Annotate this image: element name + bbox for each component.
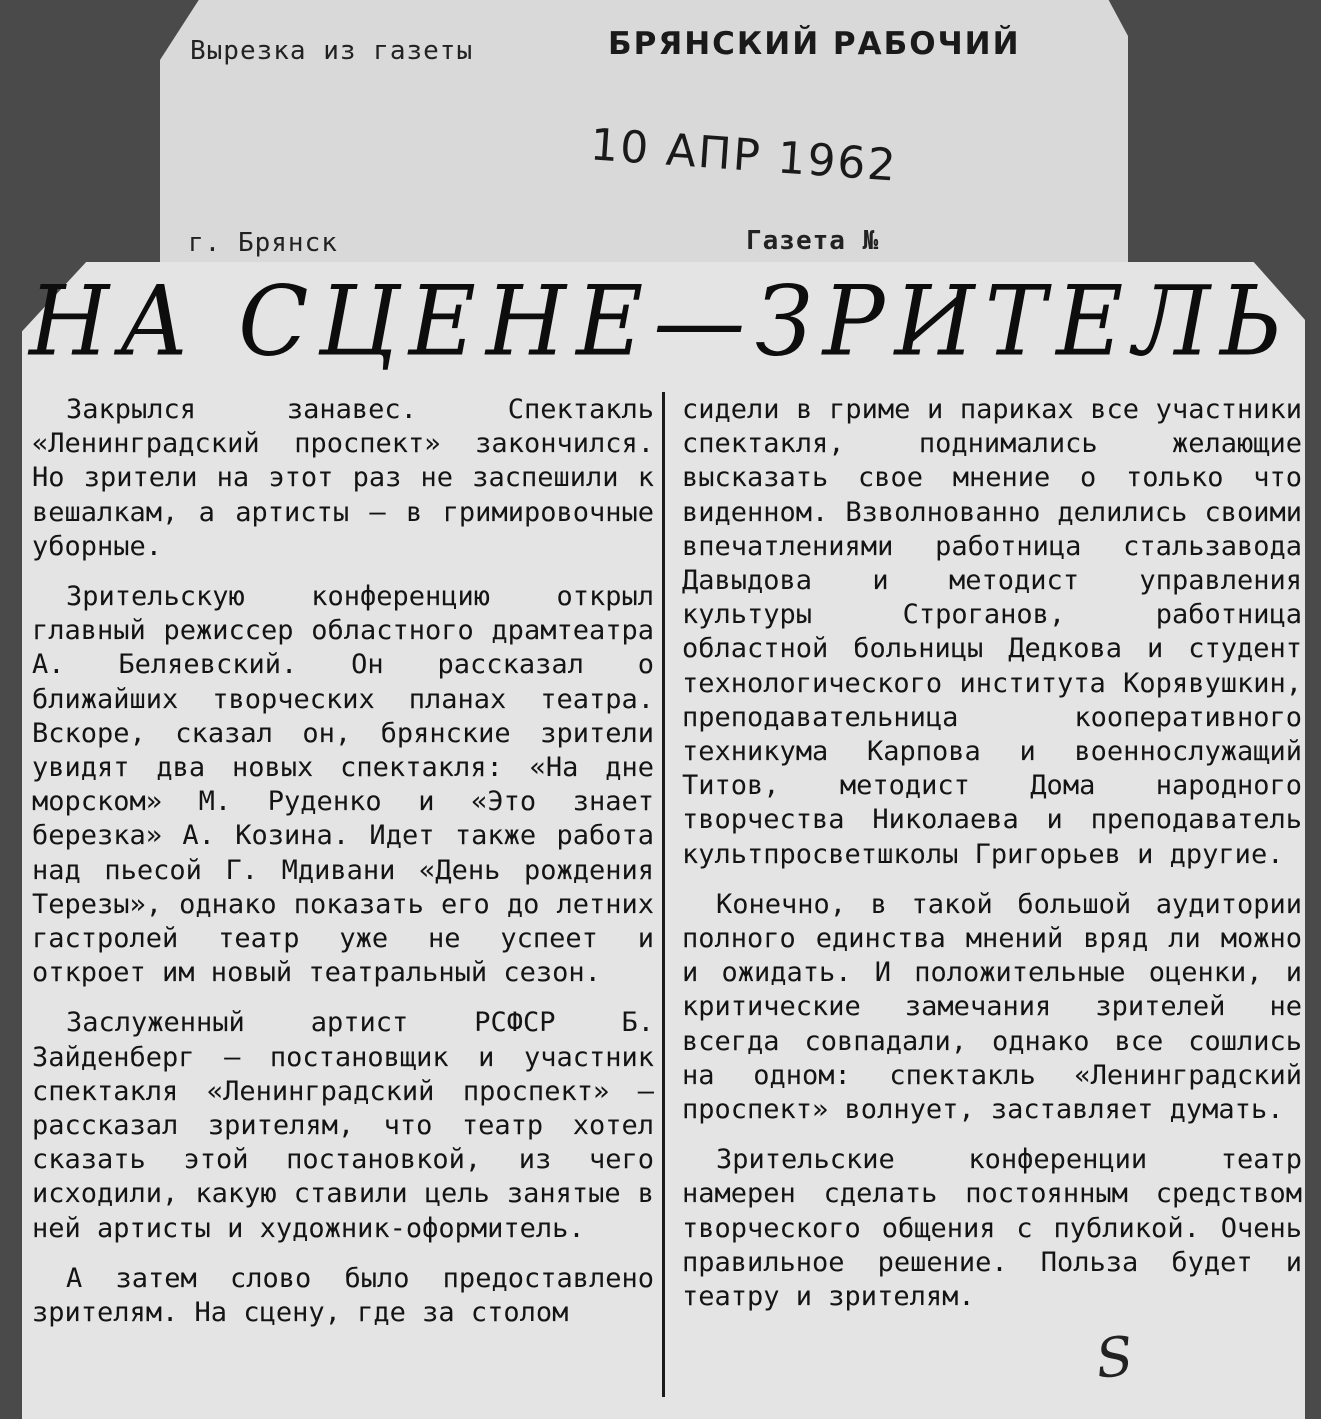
date-stamp: 10 АПР 1962 xyxy=(588,119,900,192)
paragraph: Зрительскую конференцию открыл главный режиссер областного драмтеатра А. Беляевский. Он рассказал о ближайших творческих планах театра. Вскоре, сказал он, брянские зрители увидят два новых спектакля: «На дне морском» М. Руденко и «Это знает березка» А. Козина. Идет также работа над пьесой Г. Мдивани «День рождения Терезы», однако показать его до летних гастролей театр уже не успеет и откроет им новый театральный сезон. xyxy=(32,581,654,989)
paragraph: Зрительские конференции театр намерен сделать постоянным средством творческого общения с публикой. Очень правильное решение. Польза будет и театру и зрителям. xyxy=(682,1144,1302,1313)
paragraph: А затем слово было предоставлено зрителям. На сцену, где за столом xyxy=(32,1262,654,1329)
paragraph: сидели в гриме и париках все участники спектакля, поднимались желающие высказать свое мнение о только что виденном. Взволнованно делились своими впечатлениями работница стальзавода Давыдова и методист управления культуры Строганов, работница областной больницы Дедкова и студент технологического института Корявушкин, преподавательница кооперативного техникума Карпова и военнослужащий Титов, методист Дома народного творчества Николаева и преподаватель культпросветшколы Григорьев и другие. xyxy=(682,394,1302,870)
cutting-label: Вырезка из газеты xyxy=(190,36,474,66)
paragraph: Конечно, в такой большой аудитории полного единства мнений вряд ли можно и ожидать. И положительные оценки, и критические замечания зрителей не всегда совпадали, однако все сошлись на одном: спектакль «Ленинградский проспект» волнует, заставляет думать. xyxy=(682,888,1302,1126)
article-left-column xyxy=(32,393,654,1346)
newspaper-name: БРЯНСКИЙ РАБОЧИЙ xyxy=(608,26,1021,62)
article-headline: НА СЦЕНЕ—ЗРИТЕЛЬ xyxy=(28,265,1293,378)
paragraph: Закрылся занавес. Спектакль «Ленинградский проспект» закончился. Но зрители на этот раз не заспешили к вешалкам, а артисты — в гримировочные уборные. xyxy=(32,394,654,562)
column-divider xyxy=(662,392,665,1397)
paragraph: Заслуженный артист РСФСР Б. Зайденберг — постановщик и участник спектакля «Ленинградский проспект» — рассказал зрителям, что театр хотел сказать этой постановкой, из чего исходили, какую ставили цель занятые в ней артисты и художник-оформитель. xyxy=(32,1007,654,1244)
city-label: г. Брянск xyxy=(188,228,338,258)
issue-number-label: Газета № xyxy=(746,226,880,256)
article-right-column xyxy=(682,393,1302,1330)
handwritten-mark: S xyxy=(1092,1324,1137,1391)
